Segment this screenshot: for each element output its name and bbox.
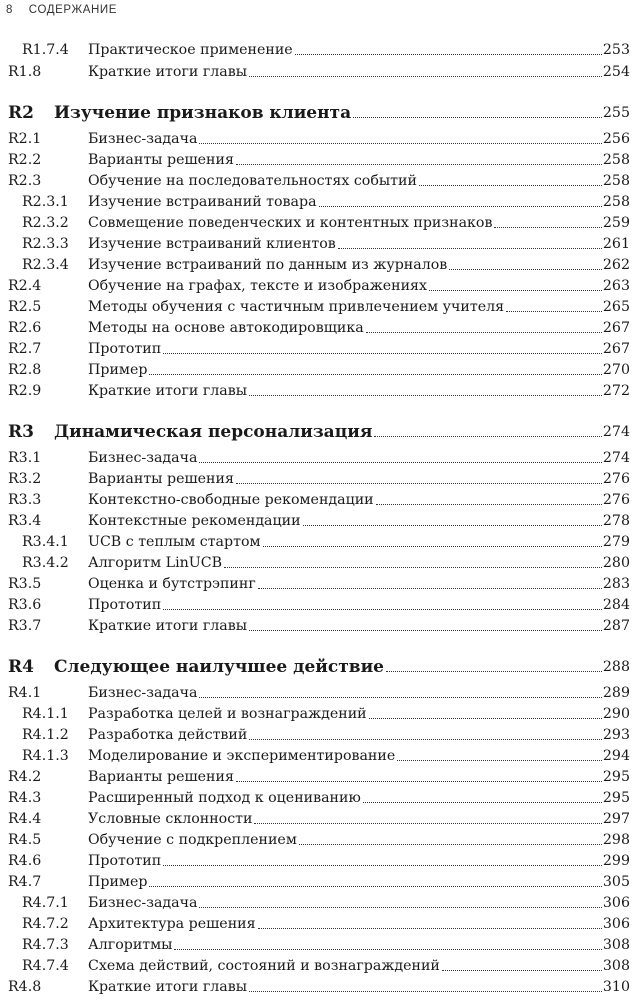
toc-entry-title: Прототип	[88, 341, 162, 357]
toc-entry[interactable]	[8, 572, 630, 593]
toc-entry-number: R4.1	[8, 685, 42, 701]
toc-entry[interactable]	[8, 274, 630, 295]
toc-leader-dots	[419, 185, 602, 186]
toc-entry-title: Разработка действий	[88, 727, 248, 743]
toc-entry-title: Условные склонности	[88, 811, 253, 827]
toc-entry-number: R4	[8, 657, 34, 677]
toc-entry[interactable]	[8, 60, 630, 81]
toc-entry-number: R2.2	[8, 152, 42, 168]
toc-leader-dots	[363, 802, 602, 803]
toc-leader-dots	[163, 865, 602, 866]
toc-leader-dots	[163, 353, 602, 354]
toc-entry[interactable]	[8, 190, 630, 211]
toc-entry-title: Совмещение поведенческих и контентных признаков	[88, 215, 493, 231]
toc-entry-page: 253	[602, 42, 630, 58]
toc-leader-dots	[236, 164, 602, 165]
toc-entry-number: R1.7.4	[22, 42, 69, 58]
toc-entry-title: Бизнес-задача	[88, 450, 198, 466]
toc-entry-page: 289	[602, 685, 630, 701]
toc-entry-title: Алгоритм LinUCB	[88, 555, 222, 571]
toc-entry[interactable]	[8, 232, 630, 253]
toc-entry-page: 278	[602, 513, 630, 529]
toc-entry-number: R4.1.2	[22, 727, 69, 743]
toc-entry-number: R3.4	[8, 513, 42, 529]
toc-entry-title: Изучение встраиваний товара	[88, 194, 317, 210]
toc-entry-number: R2.3.4	[22, 257, 69, 273]
toc-leader-dots	[149, 886, 601, 887]
toc-entry[interactable]	[8, 723, 630, 744]
toc-entry-title: Изучение признаков клиента	[54, 103, 352, 123]
toc-entry-title: Контекстные рекомендации	[88, 513, 301, 529]
toc-leader-dots	[366, 332, 602, 333]
toc-leader-dots	[199, 907, 601, 908]
toc-entry-page: 298	[602, 832, 630, 848]
toc-entry-number: R4.1.3	[22, 748, 69, 764]
toc-entry-title: Бизнес-задача	[88, 685, 198, 701]
toc-entry-page: 299	[602, 853, 630, 869]
toc-leader-dots	[506, 311, 602, 312]
toc-entry-title: Изучение встраиваний клиентов	[88, 236, 336, 252]
toc-entry-page: 256	[602, 131, 630, 147]
toc-entry-page: 290	[602, 706, 630, 722]
toc-entry-page: 287	[602, 618, 630, 634]
toc-entry-page: 263	[602, 278, 630, 294]
toc-entry-title: Бизнес-задача	[88, 131, 198, 147]
toc-entry-page: 270	[602, 362, 630, 378]
toc-entry-number: R2.9	[8, 383, 42, 399]
toc-entry[interactable]	[8, 954, 630, 975]
toc-entry-title: Прототип	[88, 597, 162, 613]
toc-leader-dots	[338, 248, 602, 249]
toc-leader-dots	[494, 227, 601, 228]
toc-entry[interactable]	[8, 891, 630, 912]
toc-entry-title: Прототип	[88, 853, 162, 869]
toc-entry[interactable]	[8, 253, 630, 274]
toc-entry[interactable]	[8, 316, 630, 337]
toc-entry-number: R4.4	[8, 811, 42, 827]
toc-leader-dots	[236, 781, 602, 782]
toc-entry-page: 294	[602, 748, 630, 764]
toc-entry-title: Методы обучения с частичным привлечением учителя	[88, 299, 505, 315]
toc-entry-number: R3.4.2	[22, 555, 69, 571]
toc-entry-title: Краткие итоги главы	[88, 618, 248, 634]
toc-entry-page: 306	[602, 916, 630, 932]
toc-chapter[interactable]	[8, 652, 630, 676]
toc-entry[interactable]	[8, 530, 630, 551]
toc-chapter[interactable]	[8, 98, 630, 122]
toc-entry-page: 297	[602, 811, 630, 827]
toc-leader-dots	[163, 609, 602, 610]
toc-leader-dots	[263, 546, 602, 547]
toc-entry-number: R3	[8, 422, 34, 442]
toc-entry[interactable]	[8, 211, 630, 232]
toc-entry[interactable]	[8, 765, 630, 786]
toc-entry-number: R4.7.3	[22, 937, 69, 953]
toc-entry-number: R4.5	[8, 832, 42, 848]
toc-leader-dots	[249, 395, 602, 396]
toc-leader-dots	[369, 718, 602, 719]
toc-entry-title: Оценка и бутстрэпинг	[88, 576, 256, 592]
toc-entry-title: Обучение с подкреплением	[88, 832, 297, 848]
toc-entry[interactable]	[8, 467, 630, 488]
toc-entry-number: R3.2	[8, 471, 42, 487]
toc-entry[interactable]	[8, 975, 630, 996]
toc-entry[interactable]	[8, 593, 630, 614]
toc-leader-dots	[236, 483, 602, 484]
toc-entry-page: 295	[602, 769, 630, 785]
toc-entry-number: R3.7	[8, 618, 42, 634]
toc-entry-number: R4.3	[8, 790, 42, 806]
toc-entry[interactable]	[8, 912, 630, 933]
toc-leader-dots	[249, 76, 602, 77]
toc-entry[interactable]	[8, 337, 630, 358]
toc-entry[interactable]	[8, 509, 630, 530]
toc-entry[interactable]	[8, 169, 630, 190]
toc-entry-number: R3.3	[8, 492, 42, 508]
toc-entry-page: 279	[602, 534, 630, 550]
toc-leader-dots	[319, 206, 602, 207]
toc-entry-page: 265	[602, 299, 630, 315]
toc-entry-number: R4.1.1	[22, 706, 69, 722]
header-page-number: 8	[6, 4, 13, 16]
toc-leader-dots	[258, 928, 602, 929]
toc-entry-page: 293	[602, 727, 630, 743]
toc-entry-page: 295	[602, 790, 630, 806]
toc-entry-page: 259	[602, 215, 630, 231]
header-title: СОДЕРЖАНИЕ	[28, 4, 118, 16]
toc-entry-number: R2.3	[8, 173, 42, 189]
toc-entry-number: R4.6	[8, 853, 42, 869]
toc-entry-page: 258	[602, 194, 630, 210]
toc-entry-page: 276	[602, 471, 630, 487]
toc-entry-page: 284	[602, 597, 630, 613]
toc-entry-number: R4.7.4	[22, 958, 69, 974]
toc-entry-number: R3.6	[8, 597, 42, 613]
toc-leader-dots	[442, 970, 602, 971]
toc-entry-number: R2.5	[8, 299, 42, 315]
toc-leader-dots	[199, 462, 601, 463]
toc-leader-dots	[295, 54, 602, 55]
toc-entry-page: 310	[602, 979, 630, 995]
toc-entry[interactable]	[8, 127, 630, 148]
toc-entry-title: UCB с теплым стартом	[88, 534, 261, 550]
toc-leader-dots	[299, 844, 602, 845]
toc-entry[interactable]	[8, 807, 630, 828]
toc-entry-page: 258	[602, 152, 630, 168]
toc-entry-title: Краткие итоги главы	[88, 979, 248, 995]
toc-entry-number: R4.2	[8, 769, 42, 785]
toc-entry[interactable]	[8, 488, 630, 509]
toc-entry[interactable]	[8, 870, 630, 891]
toc-entry-title: Практическое применение	[88, 42, 293, 58]
toc-entry-number: R4.8	[8, 979, 42, 995]
toc-entry-number: R2.7	[8, 341, 42, 357]
toc-leader-dots	[149, 374, 601, 375]
toc-leader-dots	[174, 949, 601, 950]
toc-entry-page: 288	[602, 659, 630, 675]
toc-entry-title: Схема действий, состояний и вознаграждений	[88, 958, 440, 974]
toc-entry-title: Обучение на графах, тексте и изображениях	[88, 278, 428, 294]
toc-entry-number: R2.3.2	[22, 215, 69, 231]
toc-leader-dots	[249, 739, 602, 740]
toc-entry[interactable]	[8, 702, 630, 723]
toc-entry-title: Расширенный подход к оцениванию	[88, 790, 361, 806]
toc-entry-page: 254	[602, 64, 630, 80]
toc-leader-dots	[449, 269, 602, 270]
toc-entry-number: R3.5	[8, 576, 42, 592]
toc-entry-number: R3.1	[8, 450, 42, 466]
toc-leader-dots	[258, 588, 602, 589]
toc-entry[interactable]	[8, 828, 630, 849]
toc-leader-dots	[199, 697, 601, 698]
toc-leader-dots	[386, 671, 602, 672]
toc-entry[interactable]	[8, 446, 630, 467]
toc-leader-dots	[429, 290, 602, 291]
toc-entry[interactable]	[8, 786, 630, 807]
toc-entry-title: Краткие итоги главы	[88, 64, 248, 80]
toc-entry-title: Методы на основе автокодировщика	[88, 320, 364, 336]
toc-entry-page: 276	[602, 492, 630, 508]
toc-entry-title: Алгоритмы	[88, 937, 173, 953]
toc-entry-title: Варианты решения	[88, 152, 234, 168]
toc-entry-page: 308	[602, 958, 630, 974]
toc-entry[interactable]	[8, 148, 630, 169]
toc-leader-dots	[249, 630, 602, 631]
toc-entry-title: Варианты решения	[88, 471, 234, 487]
toc-entry-title: Изучение встраиваний по данным из журналов	[88, 257, 448, 273]
toc-leader-dots	[224, 567, 602, 568]
toc-entry[interactable]	[8, 38, 630, 59]
toc-entry-number: R4.7.2	[22, 916, 69, 932]
toc-entry-page: 255	[602, 105, 630, 121]
toc-entry-title: Разработка целей и вознаграждений	[88, 706, 367, 722]
toc-entry[interactable]	[8, 614, 630, 635]
toc-entry[interactable]	[8, 551, 630, 572]
toc-leader-dots	[353, 117, 602, 118]
toc-entry[interactable]	[8, 849, 630, 870]
toc-entry-page: 305	[602, 874, 630, 890]
toc-entry[interactable]	[8, 681, 630, 702]
toc-leader-dots	[249, 991, 602, 992]
toc-entry-page: 283	[602, 576, 630, 592]
toc-entry-page: 267	[602, 320, 630, 336]
toc-leader-dots	[376, 504, 602, 505]
toc-entry[interactable]	[8, 933, 630, 954]
toc-leader-dots	[397, 760, 602, 761]
toc-entry-title: Краткие итоги главы	[88, 383, 248, 399]
toc-entry-number: R3.4.1	[22, 534, 69, 550]
toc-entry-title: Моделирование и экспериментирование	[88, 748, 396, 764]
toc-entry-number: R2	[8, 103, 34, 123]
toc-entry-title: Следующее наилучшее действие	[54, 657, 384, 677]
toc-entry-page: 267	[602, 341, 630, 357]
toc-entry-title: Обучение на последовательностях событий	[88, 173, 417, 189]
toc-entry-number: R2.3.1	[22, 194, 69, 210]
toc-entry-page: 274	[602, 424, 630, 440]
toc-entry-number: R2.1	[8, 131, 42, 147]
toc-entry[interactable]	[8, 295, 630, 316]
toc-entry-page: 258	[602, 173, 630, 189]
toc-entry-number: R4.7	[8, 874, 42, 890]
toc-entry[interactable]	[8, 379, 630, 400]
toc-entry-title: Пример	[88, 362, 148, 378]
toc-entry-number: R2.8	[8, 362, 42, 378]
toc-entry-title: Бизнес-задача	[88, 895, 198, 911]
toc-entry-number: R2.6	[8, 320, 42, 336]
toc-entry-page: 280	[602, 555, 630, 571]
toc-entry-page: 308	[602, 937, 630, 953]
toc-leader-dots	[254, 823, 601, 824]
toc-leader-dots	[303, 525, 602, 526]
toc-leader-dots	[199, 143, 601, 144]
toc-entry-title: Архитектура решения	[88, 916, 256, 932]
toc-entry-number: R1.8	[8, 64, 42, 80]
toc-entry-number: R4.7.1	[22, 895, 69, 911]
toc-entry-number: R2.3.3	[22, 236, 69, 252]
toc-entry-title: Динамическая персонализация	[54, 422, 373, 442]
toc-entry-page: 274	[602, 450, 630, 466]
toc-entry-page: 261	[602, 236, 630, 252]
toc-leader-dots	[374, 436, 601, 437]
toc-entry-number: R2.4	[8, 278, 42, 294]
toc-entry-page: 272	[602, 383, 630, 399]
toc-entry-page: 306	[602, 895, 630, 911]
toc-entry-page: 262	[602, 257, 630, 273]
toc-entry-title: Пример	[88, 874, 148, 890]
toc-entry[interactable]	[8, 744, 630, 765]
toc-entry-title: Контекстно-свободные рекомендации	[88, 492, 374, 508]
toc-entry[interactable]	[8, 358, 630, 379]
toc-entry-title: Варианты решения	[88, 769, 234, 785]
toc-chapter[interactable]	[8, 417, 630, 441]
